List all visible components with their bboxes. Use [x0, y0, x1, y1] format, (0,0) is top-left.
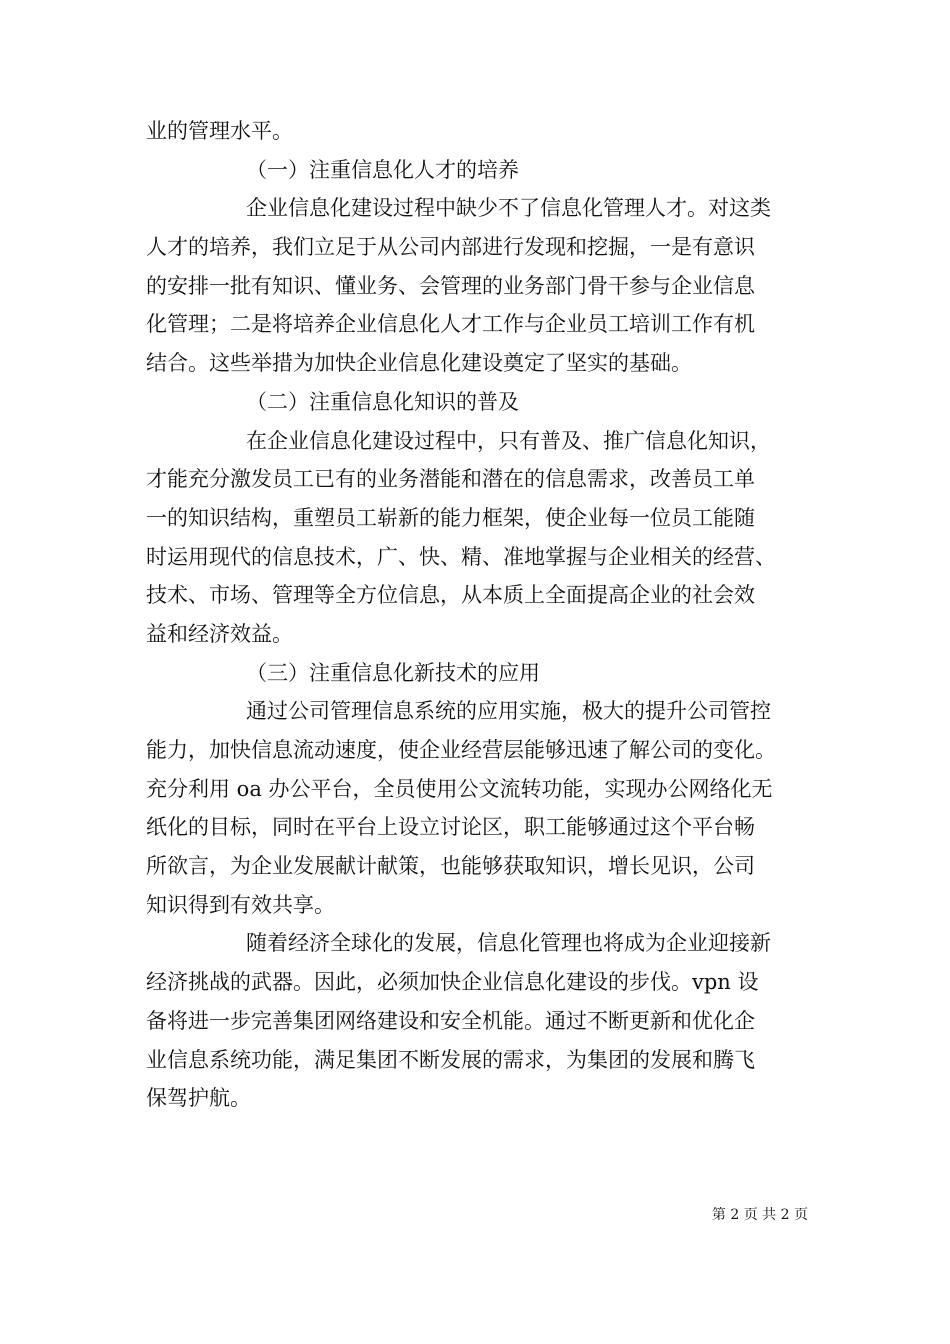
body-line: 知识得到有效共享。 — [146, 892, 335, 917]
body-line: 技术、市场、管理等全方位信息，从本质上全面提高企业的社会效 — [146, 583, 755, 608]
section-heading: （二）注重信息化知识的普及 — [246, 389, 519, 414]
body-line: 经济挑战的武器。因此，必须加快企业信息化建设的步伐。vpn 设 — [146, 970, 759, 995]
body-line: 人才的培养，我们立足于从公司内部进行发现和挖掘，一是有意识 — [146, 235, 755, 260]
document-body — [146, 112, 808, 1118]
paragraph-first-line: 随着经济全球化的发展，信息化管理也将成为企业迎接新 — [246, 931, 771, 956]
body-line: 时运用现代的信息技术，广、快、精、准地掌握与企业相关的经营、 — [146, 544, 776, 569]
body-line: 所欲言，为企业发展献计献策，也能够获取知识，增长见识，公司 — [146, 854, 755, 879]
body-line: 化管理；二是将培养企业信息化人才工作与企业员工培训工作有机 — [146, 312, 755, 337]
body-line: 充分利用 oa 办公平台，全员使用公文流转功能，实现办公网络化无 — [146, 776, 773, 801]
body-line: 业信息系统功能，满足集团不断发展的需求，为集团的发展和腾飞 — [146, 1047, 755, 1072]
body-line: 益和经济效益。 — [146, 621, 293, 646]
body-line: 才能充分激发员工已有的业务潜能和潜在的信息需求，改善员工单 — [146, 467, 755, 492]
paragraph-first-line: 企业信息化建设过程中缺少不了信息化管理人才。对这类 — [246, 196, 771, 221]
body-line: 的安排一批有知识、懂业务、会管理的业务部门骨干参与企业信息 — [146, 273, 755, 298]
body-line: 业的管理水平。 — [146, 119, 293, 143]
section-heading: （一）注重信息化人才的培养 — [246, 157, 519, 182]
body-line: 备将进一步完善集团网络建设和安全机能。通过不断更新和优化企 — [146, 1008, 755, 1033]
body-line: 能力，加快信息流动速度，使企业经营层能够迅速了解公司的变化。 — [146, 738, 776, 762]
body-line: 结合。这些举措为加快企业信息化建设奠定了坚实的基础。 — [146, 351, 692, 376]
paragraph-first-line: 在企业信息化建设过程中，只有普及、推广信息化知识， — [246, 428, 771, 453]
section-heading: （三）注重信息化新技术的应用 — [246, 660, 540, 685]
body-line: 一的知识结构，重塑员工崭新的能力框架，使企业每一位员工能随 — [146, 505, 755, 530]
paragraph-first-line: 通过公司管理信息系统的应用实施，极大的提升公司管控 — [246, 699, 771, 724]
body-line: 保驾护航。 — [146, 1086, 251, 1111]
body-line: 纸化的目标，同时在平台上设立讨论区，职工能够通过这个平台畅 — [146, 815, 755, 840]
page-number-footer: 第 2 页 共 2 页 — [711, 1207, 808, 1223]
